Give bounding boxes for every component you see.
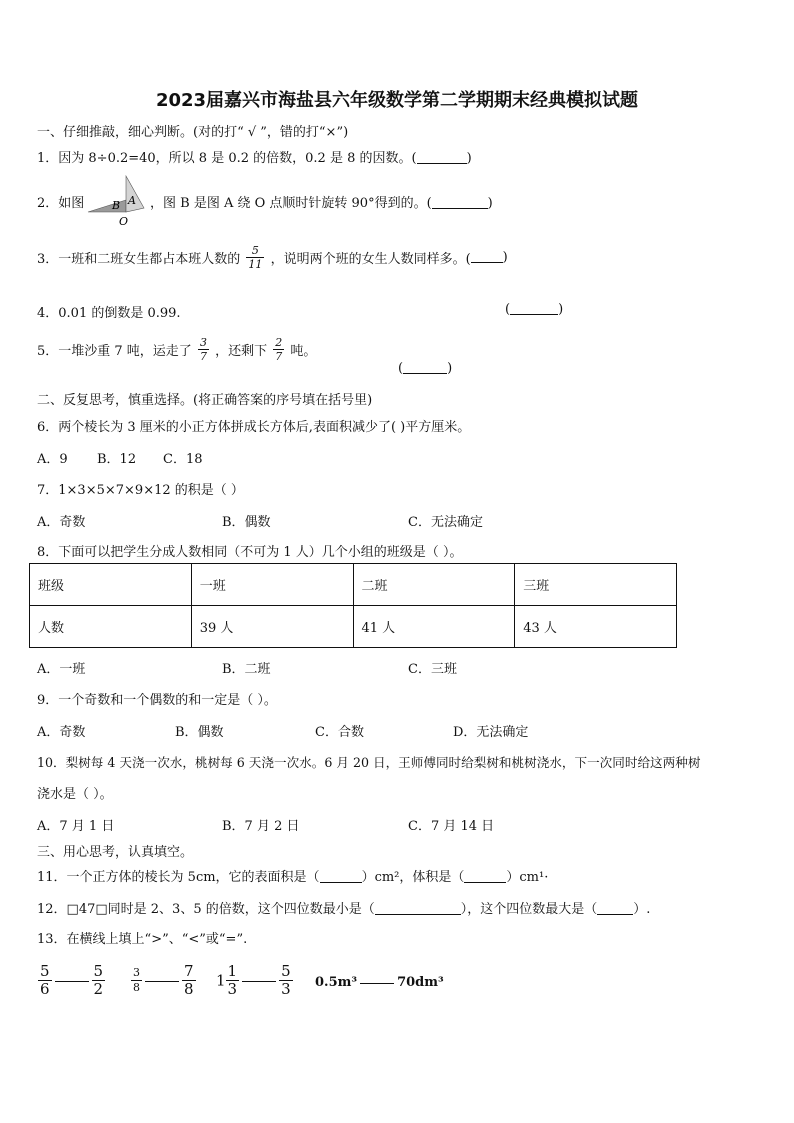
option-c[interactable]: C．合数 — [315, 725, 364, 740]
comparison-3: 1 $\frac{1}{3}$ $\frac{5}{3}$ — [216, 962, 291, 998]
option-b[interactable]: B．偶数 — [175, 725, 224, 740]
table-cell: 三班 — [515, 564, 677, 606]
fraction: $\frac{1}{3}$ — [227, 962, 238, 998]
rotation-figure — [86, 172, 152, 228]
question-3-close: ) — [502, 250, 508, 265]
answer-blank[interactable] — [510, 302, 558, 315]
question-13: 13．在横线上填上“>”、“<”或“=”. — [37, 932, 248, 947]
option-c[interactable]: C．7 月 14 日 — [408, 819, 495, 834]
label-a: A — [128, 194, 136, 207]
table-cell: 41 人 — [353, 606, 515, 648]
question-3 — [37, 244, 508, 271]
question-7: 7．1×3×5×7×9×12 的积是（ ） — [37, 483, 244, 498]
table-cell: 43 人 — [515, 606, 677, 648]
fraction: $\frac{3}{8}$ — [133, 966, 140, 994]
answer-blank[interactable] — [403, 361, 447, 374]
question-9: 9．一个奇数和一个偶数的和一定是（ ）。 — [37, 693, 277, 708]
question-1 — [37, 147, 472, 166]
answer-line[interactable] — [55, 980, 89, 982]
fraction: $\frac{5}{3}$ — [281, 962, 291, 998]
answer-line[interactable] — [242, 980, 276, 982]
option-c[interactable]: C．无法确定 — [408, 515, 483, 530]
question-12: 12．□47□同时是 2、3、5 的倍数，这个四位数最小是（ ），这个四位数最大是（ ）. — [37, 902, 651, 917]
answer-blank[interactable] — [375, 902, 461, 915]
question-1-text: 1．因为 8÷0.2=40，所以 8 是 0.2 的倍数，0.2 是 8 的因数。( — [37, 151, 417, 166]
page-title: 2023届嘉兴市海盐县六年级数学第二学期期末经典模拟试题 — [155, 90, 639, 111]
question-2-suffix: ，图 B 是图 A 绕 O 点顺时针旋转 90°得到的。( — [150, 196, 432, 211]
comparison-4: 0.5m³ 70dm³ — [315, 975, 444, 990]
table-cell: 二班 — [353, 564, 515, 606]
question-5-suffix: 吨。 — [290, 344, 317, 359]
fraction: $\frac{2}{7}$ — [275, 336, 283, 363]
fraction: $\frac{3}{7}$ — [199, 336, 207, 363]
question-11: 11．一个正方体的棱长为 5cm，它的表面积是（ ）cm²，体积是（ ）cm¹· — [37, 870, 549, 885]
option-b[interactable]: B．偶数 — [222, 515, 271, 530]
question-6: 6．两个棱长为 3 厘米的小正方体拼成长方体后,表面积减少了( )平方厘米。 — [37, 420, 471, 435]
answer-blank[interactable] — [320, 870, 362, 883]
label-o: O — [119, 215, 129, 228]
option-a[interactable]: A．一班 — [37, 662, 86, 677]
section-3-heading: 三、用心思考，认真填空。 — [37, 845, 194, 860]
answer-line[interactable] — [360, 982, 394, 984]
option-b[interactable]: B．二班 — [222, 662, 271, 677]
table-cell: 人数 — [30, 606, 192, 648]
question-10-line-2: 浇水是（ ）。 — [37, 787, 113, 802]
question-3-prefix: 3．一班和二班女生都占本班人数的 — [37, 252, 241, 267]
table-cell: 班级 — [30, 564, 192, 606]
question-4-answer: ( ) — [505, 302, 564, 317]
question-5-prefix: 5．一堆沙重 7 吨，运走了 — [37, 344, 192, 359]
fraction: $\frac{5}{6}$ — [40, 962, 50, 998]
question-5-answer: ( ) — [398, 361, 453, 376]
question-10-line-1: 10．梨树每 4 天浇一次水，桃树每 6 天浇一次水。6 月 20 日，王师傅同时给梨树和桃树浇水，下一次同时给这两种树 — [37, 755, 701, 770]
table-cell: 一班 — [191, 564, 353, 606]
fraction: $\frac{7}{8}$ — [184, 962, 194, 998]
question-3-suffix: ，说明两个班的女生人数同样多。( — [270, 252, 471, 267]
option-b[interactable]: B．7 月 2 日 — [222, 819, 300, 834]
answer-line[interactable] — [145, 980, 179, 982]
triangle-b — [88, 200, 126, 212]
table-cell: 39 人 — [191, 606, 353, 648]
option-a[interactable]: A．奇数 — [37, 725, 86, 740]
option-c[interactable]: C．三班 — [408, 662, 457, 677]
comparison-1 — [38, 963, 105, 998]
section-2-heading: 二、反复思考，慎重选择。(将正确答案的序号填在括号里) — [37, 393, 373, 408]
fraction: $\frac{5}{11}$ — [248, 244, 263, 271]
question-2-close: ) — [487, 196, 493, 211]
question-5-mid: ，还剩下 — [215, 344, 268, 359]
class-table — [29, 563, 677, 648]
section-1-heading: 一、仔细推敲，细心判断。(对的打“ √ ”，错的打“×”) — [37, 125, 349, 140]
comparison-2 — [131, 963, 196, 998]
question-5 — [37, 336, 316, 363]
answer-blank[interactable] — [432, 196, 488, 209]
table-row — [30, 606, 677, 648]
question-8: 8．下面可以把学生分成人数相同（不可为 1 人）几个小组的班级是（ ）。 — [37, 545, 463, 560]
question-1-close: ) — [466, 151, 472, 166]
question-2-prefix: 2．如图 — [37, 196, 85, 211]
fraction: $\frac{5}{2}$ — [93, 962, 104, 998]
table-row — [30, 564, 677, 606]
option-d[interactable]: D．无法确定 — [453, 725, 529, 740]
answer-blank[interactable] — [471, 250, 503, 263]
label-b: B — [112, 199, 121, 212]
answer-blank[interactable] — [464, 870, 506, 883]
option-a[interactable]: A．9 — [37, 452, 68, 467]
answer-blank[interactable] — [417, 151, 467, 164]
question-4: 4．0.01 的倒数是 0.99. — [37, 306, 181, 321]
question-2-rest — [150, 192, 493, 211]
question-2 — [37, 192, 84, 211]
option-a[interactable]: A．7 月 1 日 — [37, 819, 115, 834]
option-a[interactable]: A．奇数 — [37, 515, 86, 530]
answer-blank[interactable] — [597, 902, 633, 915]
option-b[interactable]: B．12 — [97, 452, 137, 467]
option-c[interactable]: C．18 — [163, 452, 203, 467]
